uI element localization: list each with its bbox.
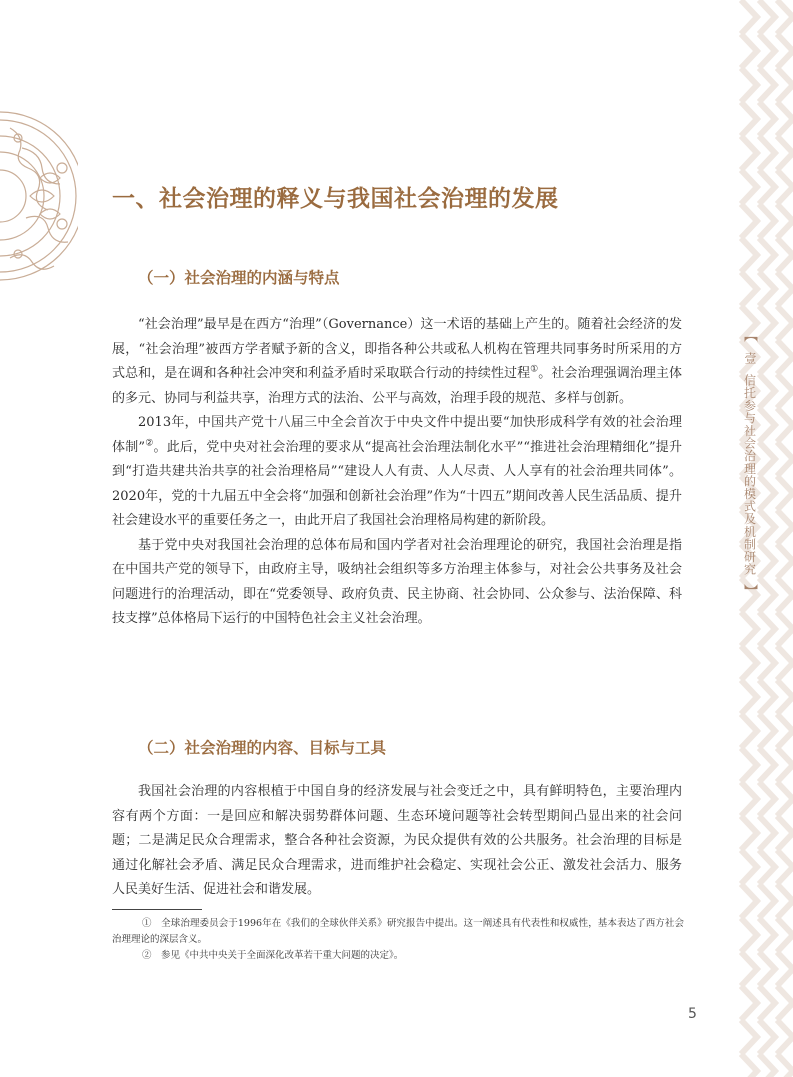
side-tab-close-bracket: 】 — [742, 583, 758, 598]
paragraph — [112, 313, 682, 411]
subsection-heading-1: （一）社会治理的内涵与特点 — [138, 269, 340, 287]
paragraph: 基于党中央对我国社会治理的总体布局和国内学者对社会治理理论的研究，我国社会治理是指在中国共产党的领导下，由政府主导，吸纳社会组织等多方治理主体参与，对社会公共事务及社会问题进行的治理活动，即在“党委领导、政府负责、民主协商、社会协同、公众参与、法治保障、科技支撑”总体格局下运行的中国特色社会主义社会治理。 — [112, 537, 682, 626]
section-heading: 一、社会治理的释义与我国社会治理的发展 — [112, 186, 559, 212]
side-tab-open-bracket: 【 — [742, 328, 758, 342]
paragraph: 我国社会治理的内容根植于中国自身的经济发展与社会变迁之中，具有鲜明特色，主要治理内容有两个方面：一是回应和解决弱势群体问题、生态环境问题等社会转型期间凸显出来的社会问题；二是满足民众合理需求，整合各种社会资源，为民众提供有效的公共服务。社会治理的目标是通过化解社会矛盾、满足民众合理需求，进而维护社会稳定、实现社会公正、激发社会活力、服务人民美好生活、促进社会和谐发展。 — [112, 784, 682, 897]
footnote-1: ① 全球治理委员会于1996年在《我们的全球伙伴关系》研究报告中提出。这一阐述具有代表性和权威性，基本表达了西方社会治理理论的深层含义。 — [112, 918, 684, 945]
paragraph-text: 2013年，中国共产党十八届三中全会首次于中央文件中提出要“加快形成科学有效的社会治理体制” — [112, 415, 682, 455]
subsection-2-body — [112, 780, 682, 903]
subsection-heading-2: （二）社会治理的内容、目标与工具 — [138, 739, 387, 757]
paragraph-text: 。此后，党中央对社会治理的要求从“提高社会治理法制化水平”“推进社会治理精细化”提升到“打造共建共治共享的社会治理格局”“建设人人有责、人人尽责、人人享有的社会治理共同体”。2020年，党的十九届五中全会将“加强和创新社会治理”作为“十四五”期间改善人民生活品质、提升社会建设水平的重要任务之一，由此开启了我国社会治理格局构建的新阶段。 — [112, 439, 682, 528]
footnote-2: ② 参见《中共中央关于全面深化改革若干重大问题的决定》。 — [142, 950, 404, 961]
footnote-divider — [112, 909, 202, 910]
subsection-1-body — [112, 313, 682, 632]
paragraph-text: “社会治理”最早是在西方“治理”（Governance）这一术语的基础上产生的。随着社会经济的发展，“社会治理”被西方学者赋予新的含义，即指各种公共或私人机构在管理共同事务时所采用的方式总和，是在调和各种社会冲突和利益矛盾时采取联合行动的持续性过程 — [112, 317, 682, 381]
floral-ornament — [0, 108, 78, 284]
footnote-ref: ① — [530, 364, 539, 375]
chapter-title: 信托参与社会治理的模式及机制研究 — [742, 374, 757, 576]
footnotes — [112, 916, 684, 964]
paragraph-text: 。社会治理强调治理主体的多元、协同与利益共享，治理方式的法治、公平与高效，治理手段的规范、多样与创新。 — [112, 366, 682, 406]
paragraph — [112, 411, 682, 534]
chapter-number: 壹 — [743, 352, 757, 364]
chapter-side-tab — [735, 328, 765, 598]
page-number: 5 — [688, 1006, 697, 1022]
footnote-ref: ② — [145, 438, 154, 449]
